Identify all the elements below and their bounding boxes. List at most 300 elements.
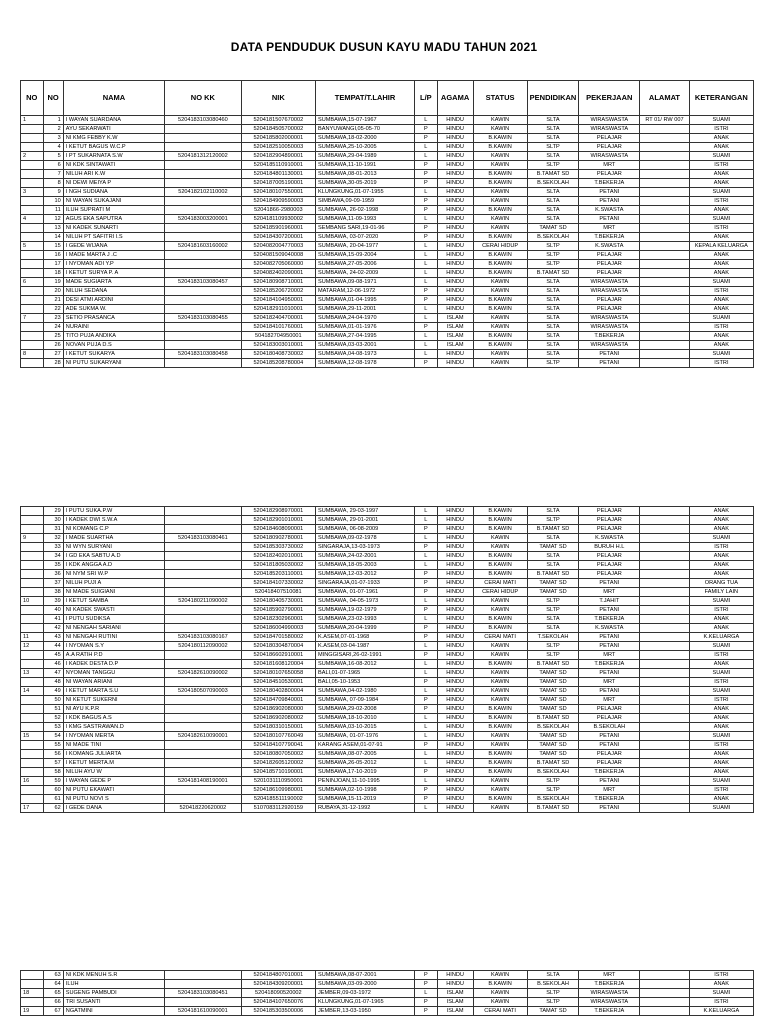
cell-pekerjaan: PELAJAR [579, 759, 640, 768]
cell-no-individu: 21 [43, 296, 63, 305]
cell-no [21, 998, 44, 1007]
cell-no-individu: 45 [43, 651, 63, 660]
cell-pendidikan: B.TAMAT SD [527, 714, 579, 723]
cell-no-individu: 64 [43, 980, 63, 989]
cell-no [21, 516, 44, 525]
cell-lp: L [415, 750, 438, 759]
cell-keterangan: ANAK [689, 296, 753, 305]
cell-lp: P [415, 125, 438, 134]
cell-tempat-lahir: SUMBAWA,12-08-1978 [315, 359, 414, 368]
cell-nama: I PT SUKARNATA S.W [63, 152, 164, 161]
cell-no [21, 624, 44, 633]
cell-alamat [640, 777, 690, 786]
cell-pekerjaan: K.SWASTA [579, 206, 640, 215]
cell-alamat [640, 759, 690, 768]
cell-no: 4 [21, 215, 44, 224]
cell-no [21, 507, 44, 516]
cell-no-individu: 2 [43, 125, 63, 134]
cell-no-individu: 32 [43, 534, 63, 543]
cell-pendidikan: B.TAMAT SD [527, 570, 579, 579]
cell-nik: 5204185710190001 [241, 768, 315, 777]
cell-status: KAWIN [473, 323, 527, 332]
cell-no [21, 714, 44, 723]
cell-no: 7 [21, 314, 44, 323]
header-agama: AGAMA [437, 81, 473, 116]
cell-keterangan: SUAMI [689, 116, 753, 125]
cell-nama: I KETUT SURYA P. A [63, 269, 164, 278]
header-nik: NIK [241, 81, 315, 116]
cell-pendidikan: B.SEKOLAH [527, 768, 579, 777]
cell-pendidikan: TAMAT SD [527, 669, 579, 678]
cell-agama: HINDU [437, 714, 473, 723]
cell-nik: 5204184505700002 [241, 125, 315, 134]
cell-status: B.KAWIN [473, 233, 527, 242]
cell-alamat [640, 651, 690, 660]
cell-no-individu: 16 [43, 251, 63, 260]
cell-pekerjaan: PELAJAR [579, 134, 640, 143]
cell-alamat [640, 633, 690, 642]
cell-no [21, 768, 44, 777]
cell-nama: NI WAYAN SUKAJANI [63, 197, 164, 206]
header-no: NO [21, 81, 44, 116]
cell-status: KAWIN [473, 732, 527, 741]
cell-nama: A.A RATIH P.D [63, 651, 164, 660]
cell-keterangan: ANAK [689, 714, 753, 723]
cell-tempat-lahir: SINGARAJA,01-07-1933 [315, 579, 414, 588]
cell-keterangan: ANAK [689, 516, 753, 525]
cell-alamat [640, 125, 690, 134]
cell-tempat-lahir: SUMBAWA,03-10-2015 [315, 723, 414, 732]
cell-no-individu: 46 [43, 660, 63, 669]
cell-no-individu: 59 [43, 777, 63, 786]
header-alamat: ALAMAT [640, 81, 690, 116]
cell-lp: L [415, 507, 438, 516]
cell-nama: NILUH SEDANA [63, 287, 164, 296]
cell-no-individu: 7 [43, 170, 63, 179]
cell-agama: HINDU [437, 579, 473, 588]
cell-no-individu: 34 [43, 552, 63, 561]
cell-nik: 5204186902080000 [241, 705, 315, 714]
table-row [21, 971, 754, 980]
cell-status: B.KAWIN [473, 296, 527, 305]
cell-agama: HINDU [437, 561, 473, 570]
cell-lp: L [415, 804, 438, 813]
cell-nama: NI PUTU SUKARYANI [63, 359, 164, 368]
cell-status: B.KAWIN [473, 705, 527, 714]
cell-pekerjaan: PELAJAR [579, 714, 640, 723]
cell-no-kk: 5204183103080455 [165, 314, 242, 323]
cell-nama: I KETUT SUKARYA [63, 350, 164, 359]
cell-nik: 5204182911010001 [241, 305, 315, 314]
cell-pendidikan: SLTP [527, 516, 579, 525]
cell-alamat [640, 561, 690, 570]
cell-alamat [640, 660, 690, 669]
cell-no-kk: 5204182610090001 [165, 732, 242, 741]
cell-pekerjaan: PELAJAR [579, 305, 640, 314]
cell-pekerjaan: T.BEKERJA [579, 332, 640, 341]
cell-keterangan: ANAK [689, 305, 753, 314]
cell-pekerjaan: PELAJAR [579, 269, 640, 278]
cell-nik: 5204182510050003 [241, 143, 315, 152]
cell-alamat [640, 534, 690, 543]
cell-no-individu: 37 [43, 579, 63, 588]
cell-no [21, 561, 44, 570]
cell-keterangan: ANAK [689, 143, 753, 152]
cell-pekerjaan: PELAJAR [579, 251, 640, 260]
cell-lp: L [415, 341, 438, 350]
cell-alamat [640, 714, 690, 723]
cell-keterangan: ISTRI [689, 696, 753, 705]
cell-alamat [640, 687, 690, 696]
cell-agama: HINDU [437, 305, 473, 314]
cell-tempat-lahir: SIMBAWA,09-09-1959 [315, 197, 414, 206]
cell-nik: 5204186109980001 [241, 786, 315, 795]
cell-no-individu: 33 [43, 543, 63, 552]
cell-pekerjaan: PETANI [579, 359, 640, 368]
cell-pekerjaan: T.BEKERJA [579, 233, 640, 242]
cell-tempat-lahir: BANYUWANGI,05-05-70 [315, 125, 414, 134]
cell-no [21, 543, 44, 552]
cell-pendidikan: TAMAT SD [527, 732, 579, 741]
cell-keterangan: SUAMI [689, 278, 753, 287]
cell-pekerjaan: PETANI [579, 606, 640, 615]
cell-keterangan: SUAMI [689, 669, 753, 678]
cell-tempat-lahir: SUMBAWA,16-08-2012 [315, 660, 414, 669]
table-row [21, 179, 754, 188]
cell-lp: L [415, 251, 438, 260]
cell-tempat-lahir: SUMBAWA,29-04-1989 [315, 152, 414, 161]
cell-keterangan: ANAK [689, 759, 753, 768]
table-row [21, 125, 754, 134]
cell-lp: P [415, 624, 438, 633]
cell-tempat-lahir: JEMBER,09-03-1972 [315, 989, 414, 998]
cell-agama: HINDU [437, 786, 473, 795]
cell-pendidikan: TAMAT SD [527, 678, 579, 687]
cell-lp: P [415, 696, 438, 705]
cell-alamat [640, 161, 690, 170]
cell-status: KAWIN [473, 116, 527, 125]
cell-status: KAWIN [473, 642, 527, 651]
cell-agama: ISLAM [437, 1007, 473, 1016]
cell-alamat [640, 804, 690, 813]
cell-nik: 5204184104950001 [241, 296, 315, 305]
cell-alamat [640, 980, 690, 989]
cell-nik: 520418407510081 [241, 588, 315, 597]
table-row [21, 741, 754, 750]
cell-no-individu: 42 [43, 624, 63, 633]
cell-no-kk: 5204183003200001 [165, 215, 242, 224]
cell-tempat-lahir: SUMBAWA,15-11-2019 [315, 795, 414, 804]
cell-lp: L [415, 278, 438, 287]
table-row [21, 314, 754, 323]
cell-pendidikan: B.TAMAT SD [527, 759, 579, 768]
cell-keterangan: ANAK [689, 134, 753, 143]
cell-nik: 5204182901010001 [241, 516, 315, 525]
cell-lp: L [415, 552, 438, 561]
cell-no-individu: 18 [43, 269, 63, 278]
cell-no-kk [165, 750, 242, 759]
cell-pendidikan: SLTA [527, 125, 579, 134]
cell-pekerjaan: WIRASWASTA [579, 116, 640, 125]
cell-no-individu: 66 [43, 998, 63, 1007]
table-row [21, 197, 754, 206]
cell-agama: ISLAM [437, 341, 473, 350]
cell-pendidikan: SLTA [527, 561, 579, 570]
cell-no: 10 [21, 597, 44, 606]
cell-status: B.KAWIN [473, 143, 527, 152]
cell-agama: HINDU [437, 260, 473, 269]
cell-alamat [640, 341, 690, 350]
cell-agama: HINDU [437, 651, 473, 660]
cell-tempat-lahir: SUMBAWA,08-01-2013 [315, 170, 414, 179]
cell-nik: 5204184909590003 [241, 197, 315, 206]
cell-nik: 5204184510530001 [241, 678, 315, 687]
cell-pendidikan: TAMAT SD [527, 588, 579, 597]
cell-lp: L [415, 152, 438, 161]
cell-no-individu: 27 [43, 350, 63, 359]
table-page-3 [20, 970, 754, 1016]
cell-alamat [640, 278, 690, 287]
cell-no-individu: 35 [43, 561, 63, 570]
table-row [21, 768, 754, 777]
cell-pekerjaan: K.SWASTA [579, 534, 640, 543]
cell-no-individu: 53 [43, 723, 63, 732]
cell-no-individu: 50 [43, 696, 63, 705]
cell-tempat-lahir: SUMBAWA, 29-03-1997 [315, 507, 414, 516]
cell-alamat [640, 768, 690, 777]
cell-pekerjaan: T.BEKERJA [579, 179, 640, 188]
cell-agama: HINDU [437, 516, 473, 525]
cell-status: B.KAWIN [473, 980, 527, 989]
cell-no-kk [165, 795, 242, 804]
cell-pendidikan: T.SEKOLAH [527, 633, 579, 642]
cell-pekerjaan: BURUH H.L [579, 543, 640, 552]
cell-keterangan: ISTRI [689, 197, 753, 206]
cell-no-individu: 22 [43, 305, 63, 314]
cell-alamat [640, 516, 690, 525]
cell-tempat-lahir: SUMBAWA,26-05-2012 [315, 759, 414, 768]
cell-pekerjaan: PELAJAR [579, 561, 640, 570]
cell-keterangan: ISTRI [689, 161, 753, 170]
cell-nik: 5204180807050002 [241, 750, 315, 759]
cell-keterangan: ISTRI [689, 741, 753, 750]
cell-nama: NI PUTU EKAWATI [63, 786, 164, 795]
cell-no [21, 570, 44, 579]
cell-no [21, 525, 44, 534]
cell-pendidikan: SLTA [527, 197, 579, 206]
table-row [21, 633, 754, 642]
cell-no-kk [165, 525, 242, 534]
cell-agama: HINDU [437, 588, 473, 597]
cell-no [21, 134, 44, 143]
cell-nik: 5204185902790001 [241, 606, 315, 615]
header-pendidikan: PENDIDIKAN [527, 81, 579, 116]
cell-no-individu: 51 [43, 705, 63, 714]
cell-lp: L [415, 732, 438, 741]
cell-nik: 5204184807010001 [241, 971, 315, 980]
cell-agama: HINDU [437, 980, 473, 989]
cell-no [21, 786, 44, 795]
cell-lp: P [415, 678, 438, 687]
cell-nama: DESI ATMI ARDINI [63, 296, 164, 305]
cell-pendidikan: SLTP [527, 606, 579, 615]
cell-alamat [640, 350, 690, 359]
cell-tempat-lahir: SINGARAJA,13-03-1973 [315, 543, 414, 552]
cell-keterangan: ANAK [689, 570, 753, 579]
cell-status: KAWIN [473, 651, 527, 660]
cell-tempat-lahir: SUMBAWA,15-09-2004 [315, 251, 414, 260]
table-row [21, 651, 754, 660]
cell-nik: 5204180310150001 [241, 723, 315, 732]
cell-nik: 5204183003010001 [241, 341, 315, 350]
cell-nik: 5204180304870004 [241, 642, 315, 651]
cell-no-kk [165, 971, 242, 980]
cell-pendidikan: SLTA [527, 552, 579, 561]
cell-alamat [640, 705, 690, 714]
cell-no: 6 [21, 278, 44, 287]
cell-lp: P [415, 224, 438, 233]
table-row [21, 287, 754, 296]
cell-pendidikan: TAMAT SD [527, 1007, 579, 1016]
cell-alamat [640, 359, 690, 368]
cell-pendidikan: SLTA [527, 152, 579, 161]
cell-tempat-lahir: JEMBER,13-03-1950 [315, 1007, 414, 1016]
cell-lp: L [415, 188, 438, 197]
cell-pendidikan: B.SEKOLAH [527, 795, 579, 804]
cell-pendidikan: SLTP [527, 786, 579, 795]
cell-nik: 5204185203110001 [241, 570, 315, 579]
cell-agama: HINDU [437, 534, 473, 543]
cell-status: KAWIN [473, 278, 527, 287]
cell-pekerjaan: MRT [579, 651, 640, 660]
cell-agama: HINDU [437, 669, 473, 678]
cell-tempat-lahir: SUMBAWA,20-04-1999 [315, 624, 414, 633]
cell-nik: 5204182302960001 [241, 615, 315, 624]
cell-agama: HINDU [437, 507, 473, 516]
cell-pendidikan: SLTA [527, 350, 579, 359]
cell-no-kk [165, 543, 242, 552]
cell-pendidikan: SLTP [527, 642, 579, 651]
table-row [21, 359, 754, 368]
cell-no-individu: 23 [43, 314, 63, 323]
cell-pendidikan: B.SEKOLAH [527, 179, 579, 188]
cell-keterangan: ANAK [689, 525, 753, 534]
table-row [21, 134, 754, 143]
cell-no [21, 579, 44, 588]
cell-pendidikan: SLTA [527, 188, 579, 197]
cell-pendidikan: TAMAT SD [527, 224, 579, 233]
cell-no-kk [165, 624, 242, 633]
cell-status: B.KAWIN [473, 251, 527, 260]
cell-status: B.KAWIN [473, 341, 527, 350]
cell-agama: HINDU [437, 723, 473, 732]
cell-no-individu: 63 [43, 971, 63, 980]
cell-alamat [640, 732, 690, 741]
cell-status: KAWIN [473, 224, 527, 233]
cell-agama: HINDU [437, 642, 473, 651]
cell-agama: HINDU [437, 170, 473, 179]
cell-alamat [640, 152, 690, 161]
cell-no-individu: 6 [43, 161, 63, 170]
cell-keterangan: ANAK [689, 750, 753, 759]
cell-no-kk: 5204181312120002 [165, 152, 242, 161]
table-row [21, 233, 754, 242]
cell-nama: I WAYAN SUARDANA [63, 116, 164, 125]
cell-no-kk [165, 696, 242, 705]
cell-alamat [640, 750, 690, 759]
cell-nik: 5204180402800004 [241, 687, 315, 696]
cell-lp: P [415, 233, 438, 242]
cell-agama: HINDU [437, 143, 473, 152]
cell-lp: L [415, 332, 438, 341]
cell-lp: P [415, 741, 438, 750]
cell-no-kk: 5204183103080167 [165, 633, 242, 642]
cell-alamat [640, 552, 690, 561]
cell-tempat-lahir: SUMBAWA,25-10-2005 [315, 143, 414, 152]
cell-pekerjaan: WIRASWASTA [579, 278, 640, 287]
cell-pekerjaan: MRT [579, 588, 640, 597]
cell-status: KAWIN [473, 287, 527, 296]
cell-tempat-lahir: SUMBAWA,29-11-2001 [315, 305, 414, 314]
cell-tempat-lahir: BALI,05-10-1953 [315, 678, 414, 687]
cell-pendidikan: SLTP [527, 651, 579, 660]
population-table [20, 80, 754, 368]
cell-no-kk [165, 233, 242, 242]
cell-pendidikan: SLTP [527, 777, 579, 786]
cell-agama: HINDU [437, 687, 473, 696]
cell-status: B.KAWIN [473, 516, 527, 525]
table-row [21, 642, 754, 651]
cell-pendidikan: SLTA [527, 314, 579, 323]
cell-tempat-lahir: SUMBAWA,23-02-1993 [315, 615, 414, 624]
cell-agama: HINDU [437, 777, 473, 786]
cell-lp: L [415, 143, 438, 152]
cell-no: 11 [21, 633, 44, 642]
cell-alamat [640, 332, 690, 341]
cell-tempat-lahir: SUMBAWA,02-10-1998 [315, 786, 414, 795]
cell-lp: P [415, 606, 438, 615]
cell-tempat-lahir: SUMBAWA,04-08-1973 [315, 350, 414, 359]
cell-lp: L [415, 615, 438, 624]
cell-keterangan: SUAMI [689, 989, 753, 998]
cell-nik: 5204184307200001 [241, 233, 315, 242]
cell-tempat-lahir: SUMBAWA,09-02-1978 [315, 534, 414, 543]
cell-pendidikan: TAMAT SD [527, 741, 579, 750]
cell-nik: 5204180408730002 [241, 350, 315, 359]
cell-agama: HINDU [437, 359, 473, 368]
cell-keterangan: ANAK [689, 170, 753, 179]
cell-pendidikan: SLTA [527, 332, 579, 341]
cell-tempat-lahir: SUMBAWA, 03-07-2020 [315, 233, 414, 242]
cell-pekerjaan: WIRASWASTA [579, 314, 640, 323]
cell-nik: 5204185110910001 [241, 161, 315, 170]
cell-no-individu: 20 [43, 287, 63, 296]
cell-pekerjaan: WIRASWASTA [579, 125, 640, 134]
cell-nik: 5204184309200001 [241, 980, 315, 989]
cell-nama: NOVAN PUJA D.S [63, 341, 164, 350]
table-row [21, 615, 754, 624]
cell-tempat-lahir: SUMBAWA, 01-07-1961 [315, 588, 414, 597]
cell-pekerjaan: T.BEKERJA [579, 980, 640, 989]
cell-lp: P [415, 323, 438, 332]
cell-nama: NI KETUT SUKERNI [63, 696, 164, 705]
cell-agama: HINDU [437, 750, 473, 759]
cell-no [21, 305, 44, 314]
cell-keterangan: ANAK [689, 269, 753, 278]
cell-nama: I GD EKA SABTU A.D [63, 552, 164, 561]
cell-status: CERAI MATI [473, 579, 527, 588]
cell-lp: P [415, 980, 438, 989]
